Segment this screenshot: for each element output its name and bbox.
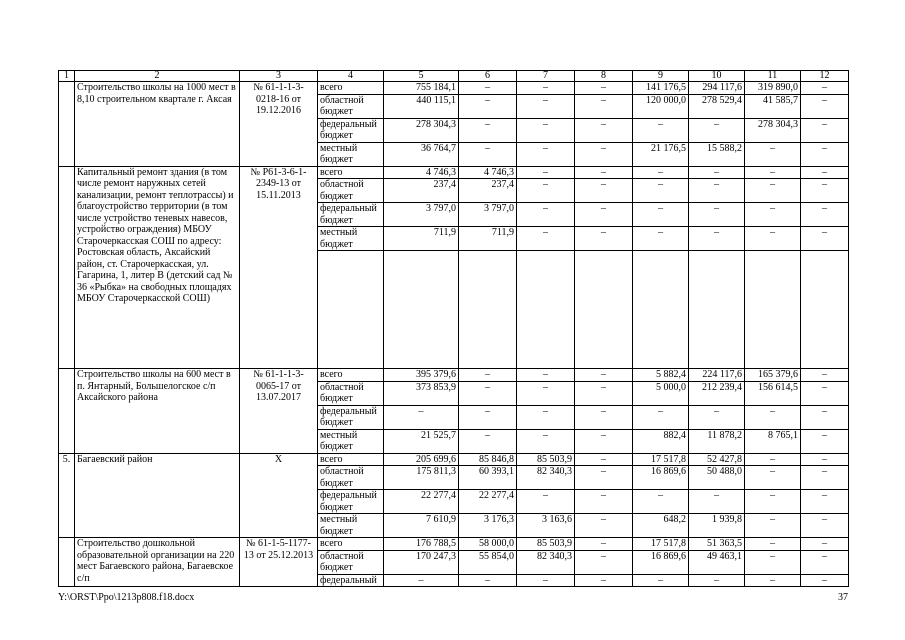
expertise-code-cell: Х (240, 453, 318, 538)
amount-cell: – (575, 538, 633, 551)
empty-cell (745, 251, 801, 369)
amount-cell: 711,9 (384, 227, 459, 251)
amount-cell: – (745, 142, 801, 166)
amount-cell: – (801, 227, 849, 251)
amount-cell: – (575, 227, 633, 251)
funding-source-cell: федеральный бюджет (318, 405, 384, 429)
amount-cell: – (575, 82, 633, 95)
amount-cell: – (745, 453, 801, 466)
amount-cell: 60 393,1 (459, 466, 517, 490)
amount-cell: 141 176,5 (633, 82, 689, 95)
table-row (59, 82, 849, 95)
amount-cell: – (689, 166, 745, 179)
amount-cell: 711,9 (459, 227, 517, 251)
header-cell: 12 (801, 71, 849, 82)
amount-cell: 176 788,5 (384, 538, 459, 551)
amount-cell: – (517, 369, 575, 382)
row-number-cell (59, 166, 75, 369)
amount-cell: – (801, 538, 849, 551)
amount-cell: 22 277,4 (384, 490, 459, 514)
row-number-cell (59, 82, 75, 167)
amount-cell: – (633, 166, 689, 179)
amount-cell: 8 765,1 (745, 429, 801, 453)
amount-cell: – (575, 550, 633, 574)
amount-cell: 294 117,6 (689, 82, 745, 95)
amount-cell: 4 746,3 (459, 166, 517, 179)
amount-cell: – (575, 490, 633, 514)
amount-cell: 85 503,9 (517, 538, 575, 551)
amount-cell: – (459, 405, 517, 429)
amount-cell: – (801, 490, 849, 514)
funding-source-cell: всего (318, 369, 384, 382)
object-name-cell: Строительство школы на 1000 мест в 8,10 строительном квартале г. Аксая (75, 82, 240, 167)
amount-cell: – (801, 82, 849, 95)
amount-cell: – (459, 574, 517, 587)
amount-cell: – (575, 514, 633, 538)
amount-cell: – (575, 369, 633, 382)
row-number-cell (59, 369, 75, 454)
funding-source-cell: областной бюджет (318, 94, 384, 118)
amount-cell: – (575, 574, 633, 587)
amount-cell: 21 525,7 (384, 429, 459, 453)
amount-cell: – (801, 466, 849, 490)
header-cell: 4 (318, 71, 384, 82)
amount-cell: – (517, 94, 575, 118)
amount-cell: – (801, 142, 849, 166)
table-row (59, 166, 849, 179)
amount-cell: – (459, 118, 517, 142)
amount-cell: – (517, 227, 575, 251)
amount-cell: 278 304,3 (384, 118, 459, 142)
funding-source-cell: всего (318, 538, 384, 551)
amount-cell: – (689, 118, 745, 142)
amount-cell: 278 304,3 (745, 118, 801, 142)
amount-cell: – (575, 179, 633, 203)
funding-source-cell: федеральный бюджет (318, 203, 384, 227)
amount-cell: 440 115,1 (384, 94, 459, 118)
amount-cell: – (517, 142, 575, 166)
header-cell: 10 (689, 71, 745, 82)
empty-cell (575, 251, 633, 369)
financing-table (58, 70, 849, 587)
amount-cell: – (575, 94, 633, 118)
header-cell: 9 (633, 71, 689, 82)
empty-cell (459, 251, 517, 369)
empty-cell (689, 251, 745, 369)
amount-cell: – (633, 405, 689, 429)
header-cell: 11 (745, 71, 801, 82)
amount-cell: 3 797,0 (384, 203, 459, 227)
funding-source-cell: местный бюджет (318, 227, 384, 251)
amount-cell: – (517, 166, 575, 179)
amount-cell: – (517, 429, 575, 453)
funding-source-cell: федеральный (318, 574, 384, 587)
amount-cell: – (745, 514, 801, 538)
file-path: Y:\ORST\Ppo\1213p808.f18.docx (58, 592, 195, 603)
amount-cell: – (633, 179, 689, 203)
funding-source-cell: местный бюджет (318, 142, 384, 166)
amount-cell: – (689, 203, 745, 227)
amount-cell: – (384, 574, 459, 587)
amount-cell: 58 000,0 (459, 538, 517, 551)
amount-cell: 165 379,6 (745, 369, 801, 382)
amount-cell: – (801, 94, 849, 118)
amount-cell: 17 517,8 (633, 538, 689, 551)
amount-cell: 648,2 (633, 514, 689, 538)
amount-cell: 21 176,5 (633, 142, 689, 166)
table-row (59, 453, 849, 466)
amount-cell: 22 277,4 (459, 490, 517, 514)
amount-cell: 5 000,0 (633, 381, 689, 405)
amount-cell: – (517, 118, 575, 142)
amount-cell: 3 797,0 (459, 203, 517, 227)
amount-cell: – (633, 203, 689, 227)
amount-cell: 82 340,3 (517, 550, 575, 574)
amount-cell: 212 239,4 (689, 381, 745, 405)
amount-cell: 319 890,0 (745, 82, 801, 95)
amount-cell: 882,4 (633, 429, 689, 453)
amount-cell: – (459, 142, 517, 166)
amount-cell: – (801, 381, 849, 405)
amount-cell: – (801, 453, 849, 466)
amount-cell: 237,4 (459, 179, 517, 203)
amount-cell: – (517, 82, 575, 95)
amount-cell: – (745, 574, 801, 587)
funding-source-cell: всего (318, 166, 384, 179)
header-cell: 8 (575, 71, 633, 82)
amount-cell: 55 854,0 (459, 550, 517, 574)
amount-cell: 175 811,3 (384, 466, 459, 490)
amount-cell: 16 869,6 (633, 550, 689, 574)
header-cell: 1 (59, 71, 75, 82)
amount-cell: – (689, 574, 745, 587)
funding-source-cell: федеральный бюджет (318, 118, 384, 142)
amount-cell: – (575, 381, 633, 405)
amount-cell: – (745, 538, 801, 551)
amount-cell: 755 184,1 (384, 82, 459, 95)
amount-cell: – (745, 166, 801, 179)
amount-cell: – (517, 490, 575, 514)
page-number: 37 (838, 592, 848, 603)
table-row (59, 369, 849, 382)
amount-cell: – (517, 179, 575, 203)
amount-cell: 156 614,5 (745, 381, 801, 405)
amount-cell: 85 503,9 (517, 453, 575, 466)
funding-source-cell: местный бюджет (318, 429, 384, 453)
amount-cell: – (801, 203, 849, 227)
amount-cell: 36 764,7 (384, 142, 459, 166)
amount-cell: – (575, 142, 633, 166)
header-cell: 6 (459, 71, 517, 82)
amount-cell: – (459, 381, 517, 405)
amount-cell: 3 163,6 (517, 514, 575, 538)
amount-cell: – (575, 203, 633, 227)
amount-cell: – (689, 490, 745, 514)
amount-cell: 51 363,5 (689, 538, 745, 551)
amount-cell: 50 488,0 (689, 466, 745, 490)
amount-cell: 82 340,3 (517, 466, 575, 490)
amount-cell: – (745, 227, 801, 251)
table-row (59, 538, 849, 551)
row-number-cell (59, 538, 75, 587)
amount-cell: – (459, 429, 517, 453)
amount-cell: – (575, 118, 633, 142)
amount-cell: – (745, 490, 801, 514)
amount-cell: – (633, 227, 689, 251)
amount-cell: – (459, 82, 517, 95)
object-name-cell: Капитальный ремонт здания (в том числе ремонт наружных сетей канализации, ремонт теплотрассы) и благоустройство территории (в том числе устройство теневых навесов, устройство ограждения) МБОУ Старочеркасская СОШ по адресу: Ростовская область, Аксайский район, ст. Старочеркасская, ул. Гагарина, 1, литер В (детский сад № 36 «Рыбка» на свободных площадях МБОУ Старочеркасской СОШ) (75, 166, 240, 369)
header-row (59, 71, 849, 82)
object-name-cell: Багаевский район (75, 453, 240, 538)
amount-cell: – (689, 405, 745, 429)
funding-source-cell: местный бюджет (318, 514, 384, 538)
header-cell: 3 (240, 71, 318, 82)
empty-cell (318, 251, 384, 369)
amount-cell: – (384, 405, 459, 429)
empty-cell (633, 251, 689, 369)
empty-cell (801, 251, 849, 369)
funding-source-cell: областной бюджет (318, 466, 384, 490)
amount-cell: 120 000,0 (633, 94, 689, 118)
amount-cell: – (801, 405, 849, 429)
empty-cell (517, 251, 575, 369)
amount-cell: – (633, 118, 689, 142)
amount-cell: – (459, 369, 517, 382)
amount-cell: – (745, 203, 801, 227)
empty-cell (384, 251, 459, 369)
amount-cell: – (801, 514, 849, 538)
amount-cell: 278 529,4 (689, 94, 745, 118)
amount-cell: 205 699,6 (384, 453, 459, 466)
funding-source-cell: всего (318, 453, 384, 466)
amount-cell: – (689, 179, 745, 203)
amount-cell: 373 853,9 (384, 381, 459, 405)
amount-cell: – (801, 166, 849, 179)
amount-cell: – (801, 179, 849, 203)
amount-cell: 224 117,6 (689, 369, 745, 382)
amount-cell: 395 379,6 (384, 369, 459, 382)
amount-cell: – (801, 550, 849, 574)
amount-cell: – (801, 574, 849, 587)
amount-cell: – (745, 179, 801, 203)
amount-cell: 5 882,4 (633, 369, 689, 382)
funding-source-cell: областной бюджет (318, 550, 384, 574)
amount-cell: – (575, 166, 633, 179)
amount-cell: – (801, 429, 849, 453)
amount-cell: 3 176,3 (459, 514, 517, 538)
amount-cell: – (575, 466, 633, 490)
amount-cell: – (575, 429, 633, 453)
amount-cell: 15 588,2 (689, 142, 745, 166)
amount-cell: – (801, 369, 849, 382)
funding-source-cell: федеральный бюджет (318, 490, 384, 514)
object-name-cell: Строительство школы на 600 мест в п. Янтарный, Большелогское с/п Аксайского района (75, 369, 240, 454)
amount-cell: – (517, 574, 575, 587)
amount-cell: 1 939,8 (689, 514, 745, 538)
amount-cell: 49 463,1 (689, 550, 745, 574)
amount-cell: – (633, 490, 689, 514)
expertise-code-cell: № 61-1-1-3-0218-16 от 19.12.2016 (240, 82, 318, 167)
amount-cell: – (517, 405, 575, 429)
expertise-code-cell: № 61-1-5-1177-13 от 25.12.2013 (240, 538, 318, 587)
amount-cell: 52 427,8 (689, 453, 745, 466)
amount-cell: 170 247,3 (384, 550, 459, 574)
amount-cell: – (633, 574, 689, 587)
row-number-cell: 5. (59, 453, 75, 538)
expertise-code-cell: № Р61-3-6-1-2349-13 от 15.11.2013 (240, 166, 318, 369)
amount-cell: – (745, 405, 801, 429)
amount-cell: 85 846,8 (459, 453, 517, 466)
funding-source-cell: всего (318, 82, 384, 95)
amount-cell: – (517, 381, 575, 405)
amount-cell: – (517, 203, 575, 227)
amount-cell: – (575, 453, 633, 466)
amount-cell: 11 878,2 (689, 429, 745, 453)
header-cell: 5 (384, 71, 459, 82)
amount-cell: – (745, 550, 801, 574)
amount-cell: 4 746,3 (384, 166, 459, 179)
amount-cell: – (575, 405, 633, 429)
amount-cell: 7 610,9 (384, 514, 459, 538)
header-cell: 2 (75, 71, 240, 82)
funding-source-cell: областной бюджет (318, 381, 384, 405)
amount-cell: 16 869,6 (633, 466, 689, 490)
expertise-code-cell: № 61-1-1-3-0065-17 от 13.07.2017 (240, 369, 318, 454)
object-name-cell: Строительство дошкольной образовательной организации на 220 мест Багаевского района, Багаевское с/п (75, 538, 240, 587)
amount-cell: – (459, 94, 517, 118)
table-body (59, 71, 849, 587)
amount-cell: – (745, 466, 801, 490)
header-cell: 7 (517, 71, 575, 82)
amount-cell: – (801, 118, 849, 142)
funding-source-cell: областной бюджет (318, 179, 384, 203)
amount-cell: 17 517,8 (633, 453, 689, 466)
amount-cell: – (689, 227, 745, 251)
amount-cell: 41 585,7 (745, 94, 801, 118)
amount-cell: 237,4 (384, 179, 459, 203)
